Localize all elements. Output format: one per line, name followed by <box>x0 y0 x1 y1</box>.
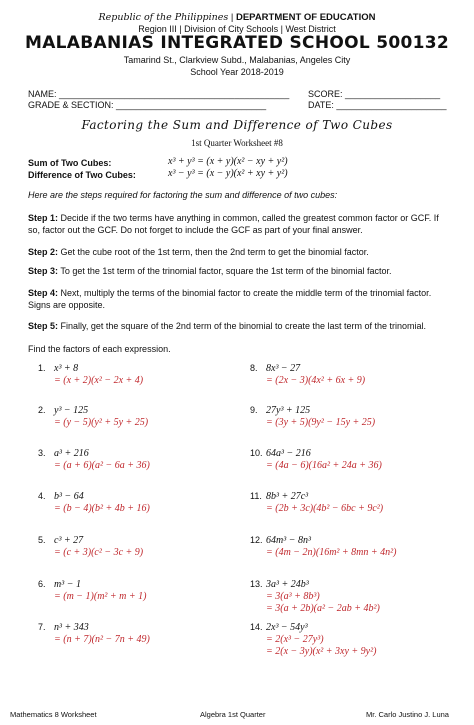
school-address: Tamarind St., Clarkview Subd., Malabanias, Angeles City <box>123 55 351 65</box>
problem-number: 2. <box>38 405 46 415</box>
problem-answer: = (x + 2)(x² − 2x + 4) <box>54 375 144 386</box>
problem-number: 12. <box>250 535 263 545</box>
step-label: Step 1: <box>28 213 59 223</box>
grade-section-field[interactable]: GRADE & SECTION: ______________________________ <box>28 100 267 110</box>
problem-answer-step-1: = 2(x³ − 27y³) <box>266 634 324 645</box>
problem-expression: y³ − 125 <box>54 405 89 416</box>
problem-expression: 64m³ − 8n³ <box>266 535 311 546</box>
problem-5 <box>38 534 143 559</box>
step-text: Next, multiply the terms of the binomial factor to create the middle term of the trinomial factor. Signs are opposite. <box>28 288 432 310</box>
problem-answer: = (3y + 5)(9y² − 15y + 25) <box>266 417 376 428</box>
problem-1 <box>38 362 143 387</box>
problem-expression: m³ − 1 <box>54 579 81 590</box>
problem-expression: n³ + 343 <box>54 622 89 633</box>
problem-14 <box>250 621 376 658</box>
score-field[interactable]: SCORE: ___________________ <box>308 89 441 99</box>
sum-formula-label: Sum of Two Cubes: <box>28 158 112 168</box>
problem-2 <box>38 404 148 429</box>
problem-number: 11. <box>250 491 262 501</box>
problem-number: 10. <box>250 448 263 458</box>
problem-expression: a³ + 216 <box>54 448 89 459</box>
problem-number: 1. <box>38 363 46 373</box>
problem-11 <box>250 490 383 515</box>
problem-13 <box>250 578 380 615</box>
difference-formula: x³ − y³ = (x − y)(x² + xy + y²) <box>168 168 288 179</box>
problem-number: 14. <box>250 622 263 632</box>
school-name: MALABANIAS INTEGRATED SCHOOL 500132 <box>24 33 449 53</box>
problem-number: 3. <box>38 448 46 458</box>
problem-3 <box>38 447 150 472</box>
problem-12 <box>250 534 396 559</box>
problem-7 <box>38 621 150 646</box>
step-text: Get the cube root of the 1st term, then the 2nd term to get the binomial factor. <box>60 247 369 257</box>
worksheet-title: Factoring the Sum and Difference of Two Cubes <box>81 118 393 132</box>
step-label: Step 4: <box>28 288 59 298</box>
problem-answer-step-1: = 3(a³ + 8b³) <box>266 591 320 602</box>
difference-formula-label: Difference of Two Cubes: <box>28 170 136 180</box>
problem-answer: = (4a − 6)(16a² + 24a + 36) <box>266 460 382 471</box>
problem-expression: c³ + 27 <box>54 535 84 546</box>
step-3 <box>28 265 453 277</box>
problem-number: 7. <box>38 622 46 632</box>
problem-expression: 3a³ + 24b³ <box>266 579 309 590</box>
problem-4 <box>38 490 150 515</box>
problem-9 <box>250 404 375 429</box>
school-year: School Year 2018-2019 <box>190 67 284 77</box>
footer-right: Mr. Carlo Justino J. Luna <box>366 710 449 719</box>
header-line-1: Republic of the Philippines | DEPARTMENT OF EDUCATION <box>98 12 376 23</box>
problem-expression: 27y³ + 125 <box>266 405 311 416</box>
date-field[interactable]: DATE: ______________________ <box>308 100 447 110</box>
footer-center: Algebra 1st Quarter <box>200 710 266 719</box>
problem-10 <box>250 447 382 472</box>
step-text: To get the 1st term of the trinomial factor, square the 1st term of the binomial factor. <box>60 266 392 276</box>
problem-answer: = (a + 6)(a² − 6a + 36) <box>54 460 150 471</box>
problem-answer: = (2x − 3)(4x² + 6x + 9) <box>266 375 366 386</box>
problem-answer: = (b − 4)(b² + 4b + 16) <box>54 503 150 514</box>
problem-answer: = (n + 7)(n² − 7n + 49) <box>54 634 150 645</box>
step-text: Finally, get the square of the 2nd term of the binomial to create the last term of the trinomial. <box>60 321 427 331</box>
problem-expression: 8b³ + 27c³ <box>266 491 309 502</box>
problem-answer: = 2(x − 3y)(x² + 3xy + 9y²) <box>266 646 377 657</box>
department-text: DEPARTMENT OF EDUCATION <box>235 12 376 23</box>
step-text: Decide if the two terms have anything in common, called the greatest common factor or GCF. If so, factor out the GCF. Do not forget to include the GCF as part of your final answer. <box>28 213 439 235</box>
problem-expression: 64a³ − 216 <box>266 448 311 459</box>
name-field[interactable]: NAME: ______________________________________________ <box>28 89 290 99</box>
region-text: Region III | Division of City Schools | West District <box>138 24 336 34</box>
problem-number: 13. <box>250 579 263 589</box>
problem-number: 5. <box>38 535 46 545</box>
step-4 <box>28 287 453 311</box>
step-label: Step 3: <box>28 266 59 276</box>
step-1 <box>28 212 453 236</box>
step-2 <box>28 246 453 258</box>
problem-6 <box>38 578 146 603</box>
problem-expression: b³ − 64 <box>54 491 84 502</box>
problem-answer: = (m − 1)(m² + m + 1) <box>54 591 147 602</box>
problem-expression: 2x³ − 54y³ <box>266 622 308 633</box>
problem-answer: = (2b + 3c)(4b² − 6bc + 9c²) <box>266 503 384 514</box>
problem-expression: x³ + 8 <box>54 363 79 374</box>
problem-expression: 8x³ − 27 <box>266 363 301 374</box>
problem-number: 8. <box>250 363 258 373</box>
problem-number: 9. <box>250 405 258 415</box>
problem-answer: = (y − 5)(y² + 5y + 25) <box>54 417 149 428</box>
footer-left: Mathematics 8 Worksheet <box>10 710 97 719</box>
step-label: Step 2: <box>28 247 59 257</box>
republic-text: Republic of the Philippines <box>98 12 229 23</box>
worksheet-subtitle: 1st Quarter Worksheet #8 <box>191 138 283 148</box>
problem-answer: = (c + 3)(c² − 3c + 9) <box>54 547 144 558</box>
problem-8 <box>250 362 365 387</box>
find-factors-prompt: Find the factors of each expression. <box>28 344 171 354</box>
sum-formula: x³ + y³ = (x + y)(x² − xy + y²) <box>168 156 288 167</box>
step-5 <box>28 320 453 332</box>
problem-answer: = 3(a + 2b)(a² − 2ab + 4b²) <box>266 603 380 614</box>
problem-number: 6. <box>38 579 46 589</box>
step-label: Step 5: <box>28 321 59 331</box>
steps-intro: Here are the steps required for factoring the sum and difference of two cubes: <box>28 190 338 200</box>
problem-answer: = (4m − 2n)(16m² + 8mn + 4n²) <box>266 547 397 558</box>
problem-number: 4. <box>38 491 46 501</box>
